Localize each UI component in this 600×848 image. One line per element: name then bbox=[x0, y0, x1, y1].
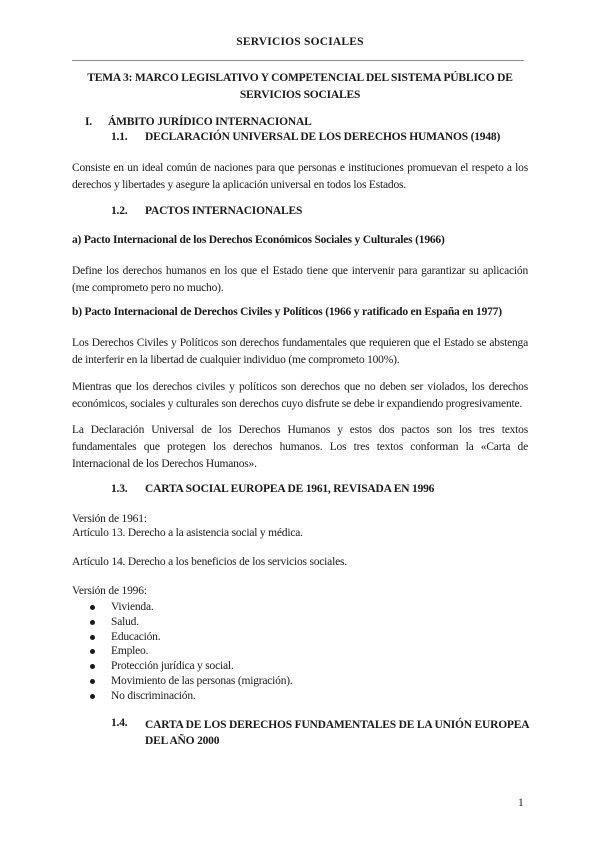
article-13: Artículo 13. Derecho a la asistencia social y médica. bbox=[72, 527, 303, 539]
page-number: 1 bbox=[518, 797, 524, 809]
list-item: Salud. bbox=[90, 615, 293, 630]
version-1996-label: Versión de 1996: bbox=[72, 585, 147, 597]
version-1961-label: Versión de 1961: bbox=[72, 513, 147, 525]
list-item: Empleo. bbox=[90, 644, 293, 659]
header-divider bbox=[72, 60, 524, 61]
section-1-3-number: 1.3. bbox=[111, 483, 128, 495]
section-1-4-title: CARTA DE LOS DERECHOS FUNDAMENTALES DE LA UNIÓN EUROPEA DEL AÑO 2000 bbox=[145, 719, 529, 747]
list-item: Vivienda. bbox=[90, 600, 293, 615]
topic-title: TEMA 3: MARCO LEGISLATIVO Y COMPETENCIAL DEL SISTEMA PÚBLICO DE SERVICIOS SOCIALES bbox=[87, 72, 513, 101]
section-1-number: I. bbox=[85, 116, 92, 128]
article-14: Artículo 14. Derecho a los beneficios de los servicios sociales. bbox=[72, 556, 347, 568]
page-header-title: SERVICIOS SOCIALES bbox=[236, 36, 364, 48]
section-1-3-title: CARTA SOCIAL EUROPEA DE 1961, REVISADA EN 1996 bbox=[145, 483, 435, 495]
section-1-1-number: 1.1. bbox=[111, 131, 128, 143]
pact-a-paragraph: Define los derechos humanos en los que el Estado tiene que intervenir para garantizar su aplicación (me comprometo pero no mucho). bbox=[72, 265, 528, 294]
section-1-title: ÁMBITO JURÍDICO INTERNACIONAL bbox=[108, 116, 312, 128]
section-1-1-title: DECLARACIÓN UNIVERSAL DE LOS DERECHOS HUMANOS (1948) bbox=[145, 131, 501, 143]
list-item: Educación. bbox=[90, 630, 293, 645]
pact-a-heading: a) Pacto Internacional de los Derechos Económicos Sociales y Culturales (1966) bbox=[72, 234, 445, 246]
section-1-2-title: PACTOS INTERNACIONALES bbox=[145, 205, 303, 217]
section-1-4-number: 1.4. bbox=[111, 717, 128, 729]
pact-b-heading: b) Pacto Internacional de Derechos Civiles y Políticos (1966 y ratificado en España en 1977) bbox=[72, 306, 502, 318]
list-item: Movimiento de las personas (migración). bbox=[90, 674, 293, 689]
section-1-2-number: 1.2. bbox=[111, 205, 128, 217]
section-1-1-paragraph: Consiste en un ideal común de naciones para que personas e instituciones promuevan el respeto a los derechos y libertades y asegure la aplicación universal en todos los Estados. bbox=[72, 162, 528, 191]
list-item: No discriminación. bbox=[90, 689, 293, 704]
list-item: Protección jurídica y social. bbox=[90, 659, 293, 674]
pact-b-paragraph-2: Mientras que los derechos civiles y políticos son derechos que no deben ser violados, los derechos económicos, sociales y culturales son derechos cuyo disfrute se debe ir expandiendo progresivamente. bbox=[72, 381, 528, 410]
pact-b-paragraph-3: La Declaración Universal de los Derechos Humanos y estos dos pactos son los tres textos fundamentales que protegen los derechos humanos. Los tres textos conforman la «Carta de Internacional de los Derechos Humanos». bbox=[72, 424, 528, 470]
pact-b-paragraph-1: Los Derechos Civiles y Políticos son derechos fundamentales que requieren que el Estado se abstenga de interferir en la libertad de cualquier individuo (me comprometo 100%). bbox=[72, 337, 528, 366]
version-1996-list bbox=[90, 600, 293, 704]
